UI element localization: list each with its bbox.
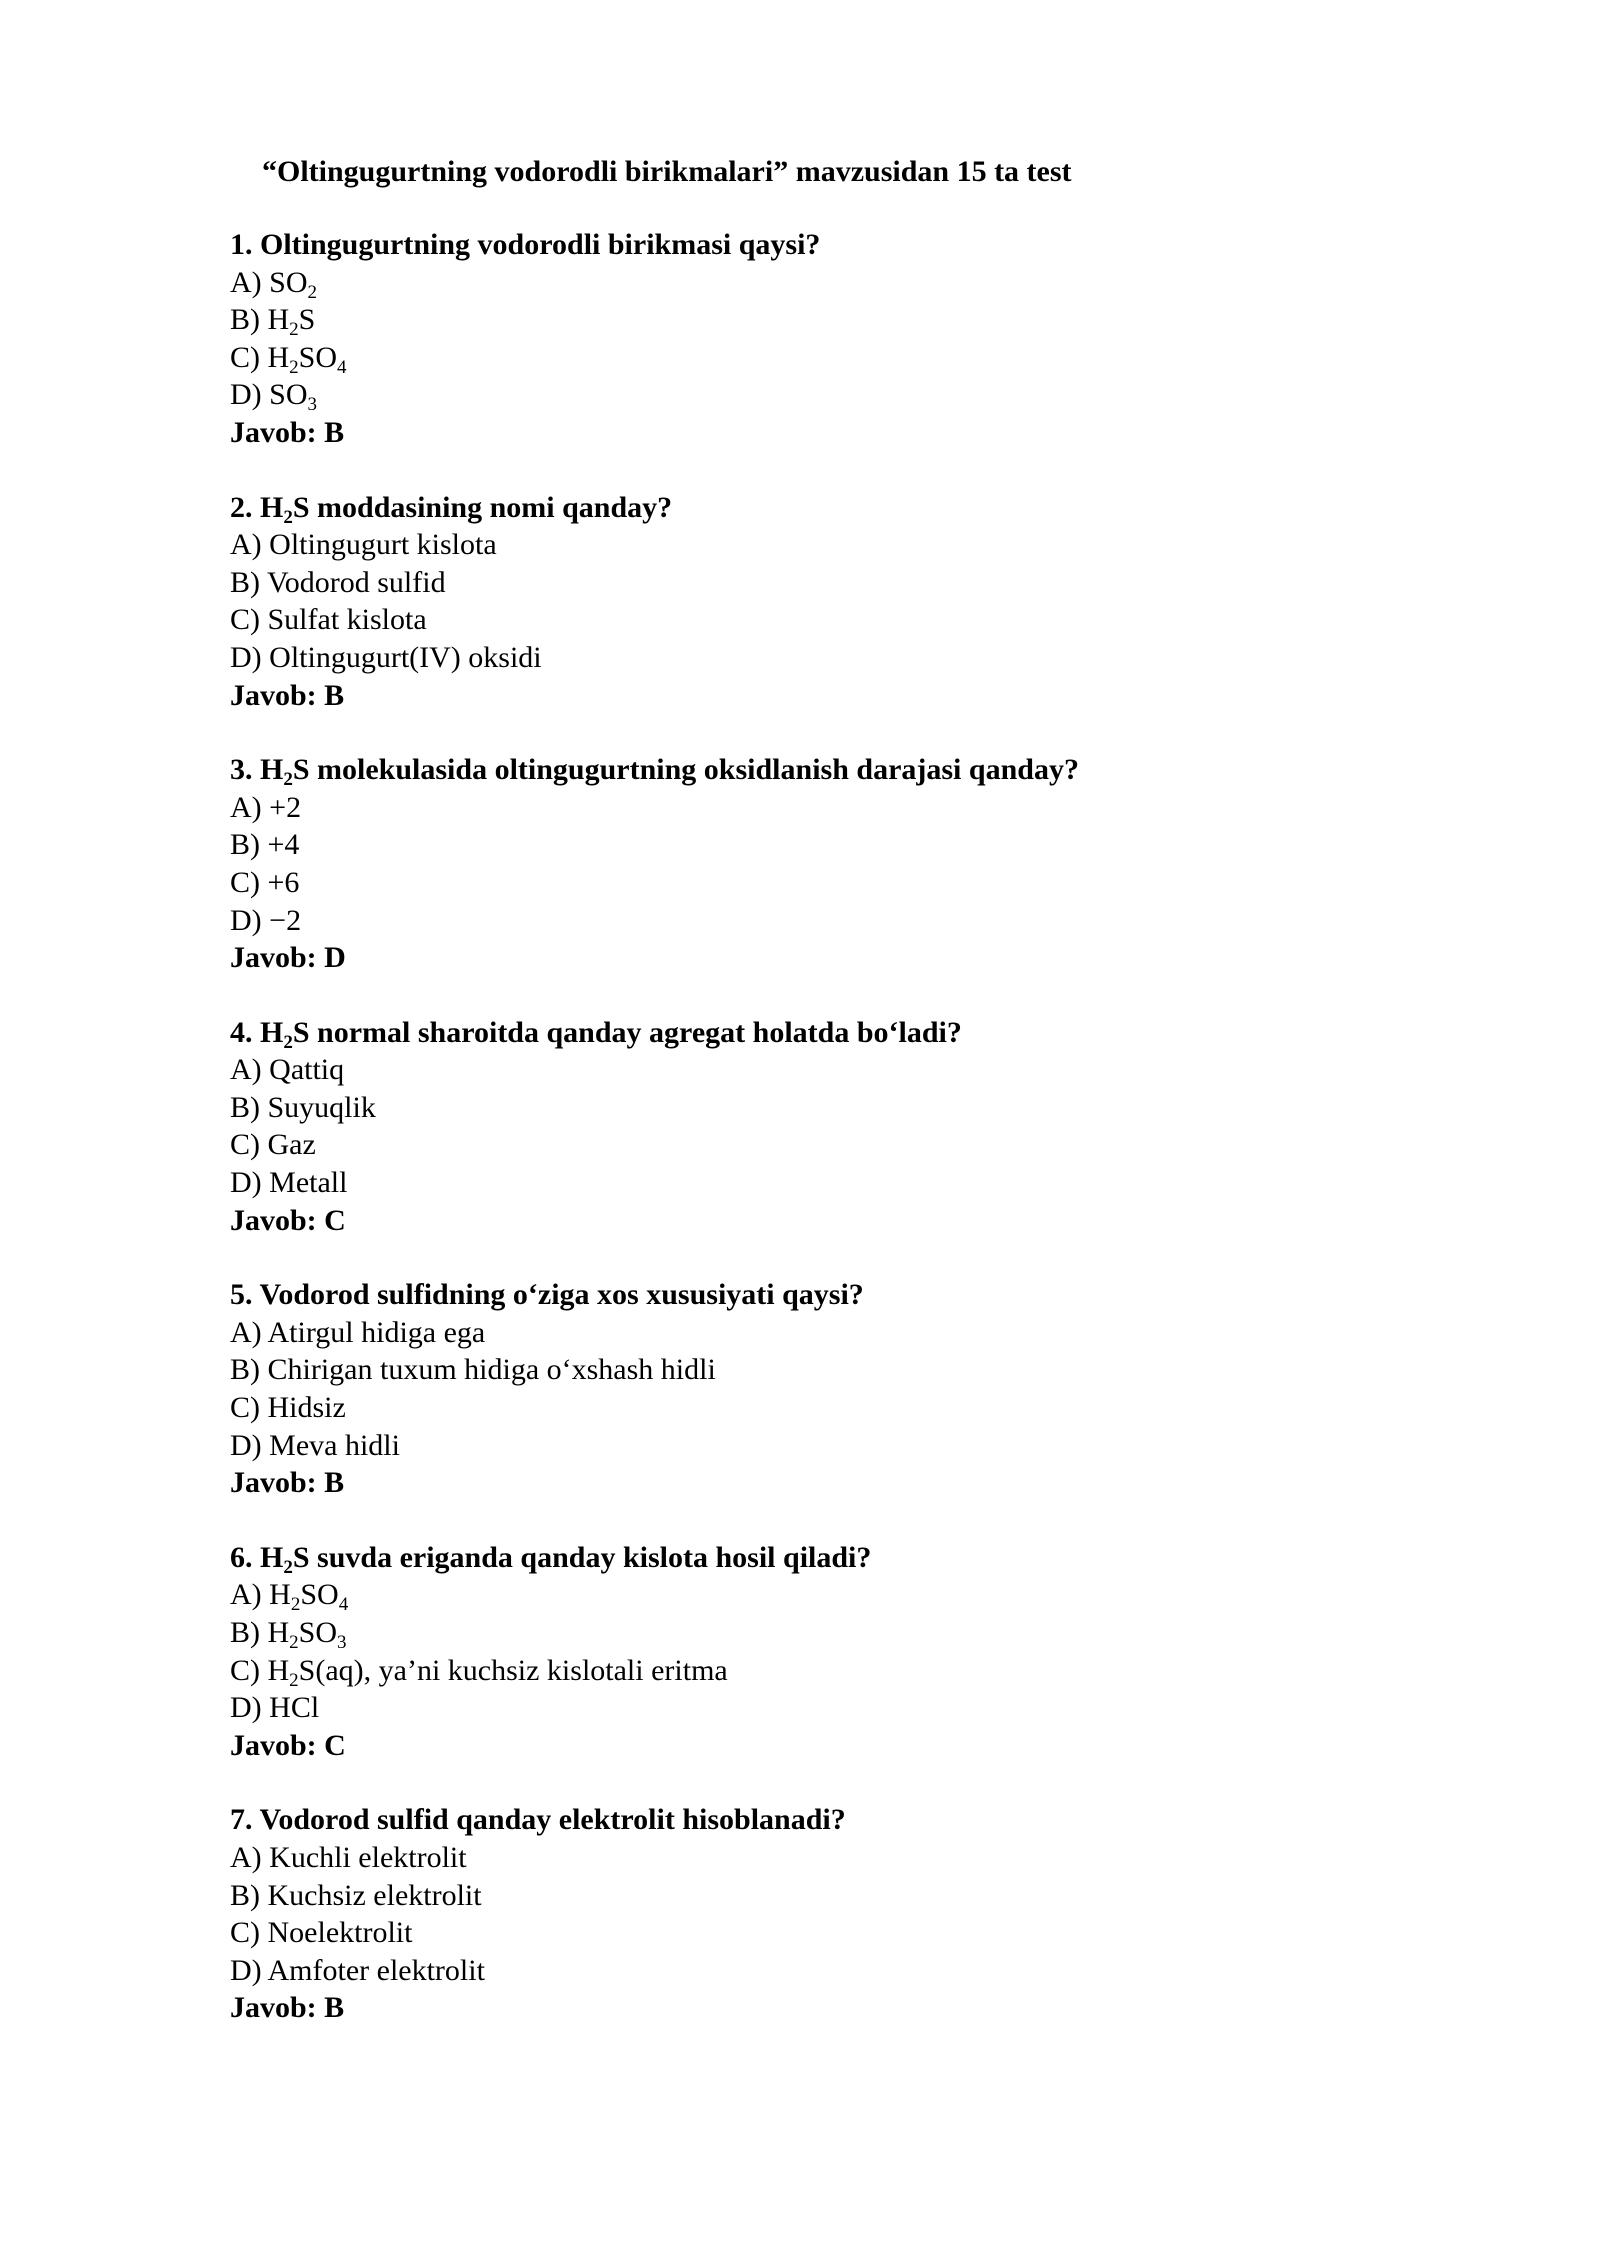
question-5-option-a: A) Atirgul hidiga ega [230,1315,486,1349]
question-1-text: 1. Oltingugurtning vodorodli birikmasi qaysi? [230,228,821,261]
question-1-option-b: B) $H_2S$ [230,303,316,341]
question-7-option-c: C) Noelektrolit [230,1916,413,1950]
question-1-option-d: D) $SO_3$ [230,378,318,416]
question-2-option-a: A) Oltingugurt kislota [230,528,497,562]
question-1-option-a: A) $SO_2$ [230,265,318,303]
question-5-answer: Javob: B [230,1466,345,1500]
question-1-option-c: C) $H_2SO_4$ [230,340,347,378]
question-6-option-b: B) $H_2SO_3$ [230,1616,347,1653]
question-6-text: 6. $H_2S$ suvda eriganda qanday kislota hosil qiladi? [230,1540,872,1578]
question-3-text: 3. $H_2S$ molekulasida oltingugurtning oksidlanish darajasi qanday? [230,753,1079,791]
question-4-option-c: C) Gaz [230,1128,316,1162]
question-5-text: 5. Vodorod sulfidning o‘ziga xos xususiyati qaysi? [230,1278,864,1312]
question-4-answer: Javob: C [230,1203,346,1237]
question-2-answer: Javob: B [230,678,345,712]
question-3-option-d: D) −2 [230,903,302,937]
question-7-option-a: A) Kuchli elektrolit [230,1840,467,1874]
question-5-option-d: D) Meva hidli [230,1428,400,1462]
question-2-option-b: B) Vodorod sulfid [230,565,446,599]
question-3-answer: Javob: D [230,941,346,975]
question-5-option-b: B) Chirigan tuxum hidiga o‘xshash hidli [230,1353,716,1387]
question-6 [230,1539,1430,1765]
question-6-answer: Javob: C [230,1728,346,1762]
question-list [230,226,1430,2064]
question-2 [230,489,1430,715]
question-2-text: 2. $H_2S$ moddasining nomi qanday? [230,490,673,528]
question-5 [230,1276,1430,1502]
question-3-option-c: C) +6 [230,865,300,899]
question-4 [230,1014,1430,1240]
document-title: “Oltingugurtning vodorodli birikmalari” mavzusidan 15 ta test [262,155,1072,188]
question-1 [230,226,1430,452]
question-7 [230,1801,1430,2027]
question-6-option-a: A) $H_2SO_4$ [230,1578,349,1616]
question-4-option-a: A) Qattiq [230,1053,345,1087]
question-4-text: 4. $H_2S$ normal sharoitda qanday agregat holatda bo‘ladi? [230,1015,962,1053]
question-3 [230,751,1430,977]
question-6-option-c: C) $H_2S(aq)$, ya’ni kuchsiz kislotali eritma [230,1653,728,1691]
question-3-option-b: B) +4 [230,828,300,862]
question-2-option-d: D) Oltingugurt(IV) oksidi [230,640,542,674]
question-7-option-b: B) Kuchsiz elektrolit [230,1878,482,1912]
question-7-answer: Javob: B [230,1991,345,2025]
question-7-text: 7. Vodorod sulfid qanday elektrolit hisoblanadi? [230,1803,846,1837]
question-5-option-c: C) Hidsiz [230,1391,346,1425]
question-7-option-d: D) Amfoter elektrolit [230,1953,485,1987]
question-3-option-a: A) +2 [230,790,302,824]
question-1-answer: Javob: B [230,415,345,449]
question-2-option-c: C) Sulfat kislota [230,603,427,637]
question-6-option-d: D) HCl [230,1691,320,1725]
question-4-option-d: D) Metall [230,1166,348,1200]
question-4-option-b: B) Suyuqlik [230,1090,376,1124]
